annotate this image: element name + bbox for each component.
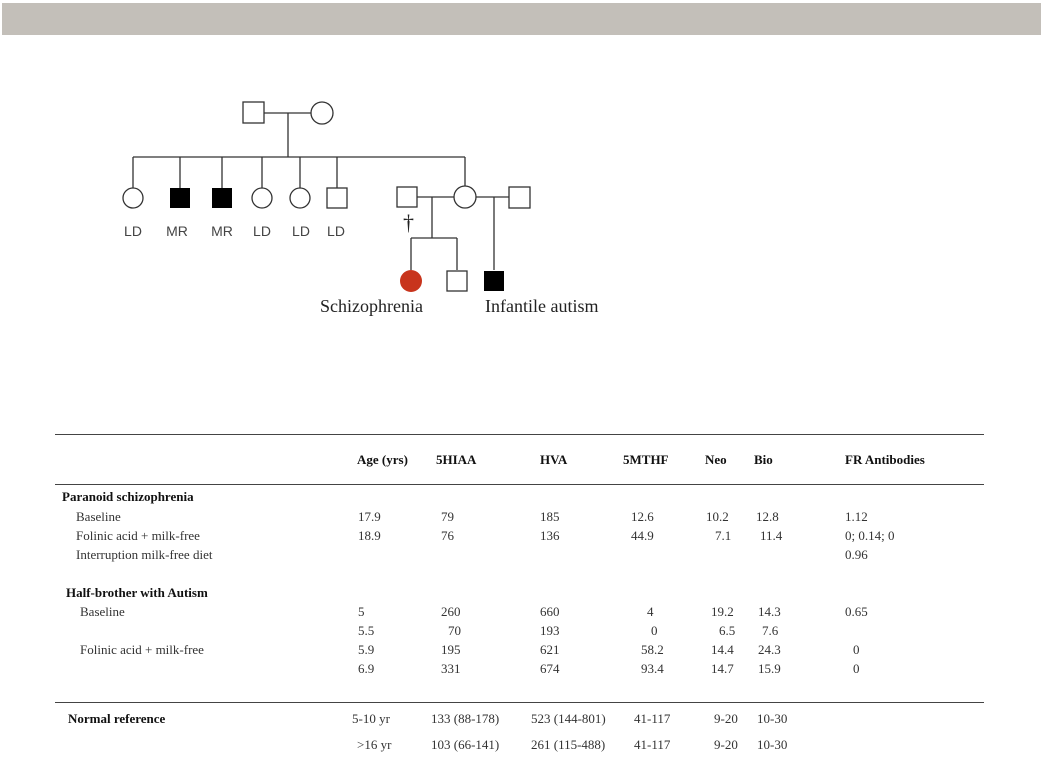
cell-5mthf: 0 — [651, 623, 658, 638]
header-age: Age (yrs) — [357, 452, 408, 467]
cell-hva: 660 — [540, 604, 560, 619]
header-hva: HVA — [540, 452, 568, 467]
cell-age: 6.9 — [358, 661, 375, 676]
header-neo: Neo — [705, 452, 727, 467]
ref-age: >16 yr — [357, 737, 392, 752]
ref-bio: 10-30 — [757, 711, 788, 726]
cell-age: 5.9 — [358, 642, 375, 657]
sibling-label-1: LD — [124, 223, 142, 239]
ref-hva: 523 (144-801) — [531, 711, 606, 726]
cell-hva: 136 — [540, 528, 560, 543]
section-title: Paranoid schizophrenia — [62, 489, 194, 504]
ref-bio: 10-30 — [757, 737, 788, 752]
cell-fr: 1.12 — [845, 509, 868, 524]
cell-fr: 0.96 — [845, 547, 868, 562]
cell-fr: 0.65 — [845, 604, 868, 619]
ref-5hiaa: 133 (88-178) — [431, 711, 500, 726]
ref-age: 5-10 yr — [352, 711, 390, 726]
cell-5mthf: 58.2 — [641, 642, 664, 657]
reference-title: Normal reference — [68, 711, 166, 726]
cell-5hiaa: 76 — [441, 528, 454, 543]
row-label: Baseline — [76, 509, 121, 524]
cell-hva: 185 — [540, 509, 560, 524]
cell-5hiaa: 260 — [441, 604, 461, 619]
cell-5hiaa: 195 — [441, 642, 461, 657]
cell-bio: 11.4 — [760, 528, 783, 543]
cell-bio: 15.9 — [758, 661, 781, 676]
ref-neo: 9-20 — [714, 711, 738, 726]
cell-neo: 6.5 — [719, 623, 736, 638]
header-5hiaa: 5HIAA — [436, 452, 477, 467]
cell-neo: 7.1 — [715, 528, 732, 543]
sibling-label-2: MR — [166, 223, 188, 239]
cell-neo: 14.4 — [711, 642, 734, 657]
header-bio: Bio — [754, 452, 773, 467]
cell-fr: 0 — [853, 661, 860, 676]
cell-age: 18.9 — [358, 528, 381, 543]
cell-5mthf: 44.9 — [631, 528, 654, 543]
header-5mthf: 5MTHF — [623, 452, 669, 467]
cell-5mthf: 12.6 — [631, 509, 654, 524]
ref-neo: 9-20 — [714, 737, 738, 752]
cell-neo: 14.7 — [711, 661, 734, 676]
sibling-label-3: MR — [211, 223, 233, 239]
cell-5mthf: 93.4 — [641, 661, 664, 676]
row-label: Interruption milk-free diet — [76, 547, 213, 562]
table-top-rule — [55, 434, 984, 435]
ref-hva: 261 (115-488) — [531, 737, 606, 752]
cell-5mthf: 4 — [647, 604, 654, 619]
row-label: Baseline — [80, 604, 125, 619]
ref-5mthf: 41-117 — [634, 711, 671, 726]
cell-hva: 193 — [540, 623, 560, 638]
cell-fr: 0 — [853, 642, 860, 657]
cell-age: 5 — [358, 604, 365, 619]
schizophrenia-label: Schizophrenia — [320, 296, 423, 316]
section-title: Half-brother with Autism — [66, 585, 208, 600]
cell-5hiaa: 331 — [441, 661, 461, 676]
header-fr-antibodies: FR Antibodies — [845, 452, 925, 467]
cell-age: 5.5 — [358, 623, 375, 638]
cell-bio: 14.3 — [758, 604, 781, 619]
cell-bio: 7.6 — [762, 623, 779, 638]
cell-hva: 621 — [540, 642, 560, 657]
row-label: Folinic acid + milk-free — [80, 642, 204, 657]
cell-5hiaa: 70 — [448, 623, 461, 638]
cell-fr: 0; 0.14; 0 — [845, 528, 895, 543]
header-bottom-rule — [55, 484, 984, 485]
sibling-label-4: LD — [253, 223, 271, 239]
cell-bio: 24.3 — [758, 642, 781, 657]
cell-5hiaa: 79 — [441, 509, 454, 524]
cell-neo: 10.2 — [706, 509, 729, 524]
row-label: Folinic acid + milk-free — [76, 528, 200, 543]
reference-top-rule — [55, 702, 984, 703]
infantile-autism-label: Infantile autism — [485, 296, 599, 316]
cell-hva: 674 — [540, 661, 560, 676]
deceased-mark: † — [403, 210, 414, 235]
ref-5mthf: 41-117 — [634, 737, 671, 752]
cell-age: 17.9 — [358, 509, 381, 524]
sibling-label-6: LD — [327, 223, 345, 239]
ref-5hiaa: 103 (66-141) — [431, 737, 500, 752]
sibling-label-5: LD — [292, 223, 310, 239]
cell-bio: 12.8 — [756, 509, 779, 524]
cell-neo: 19.2 — [711, 604, 734, 619]
